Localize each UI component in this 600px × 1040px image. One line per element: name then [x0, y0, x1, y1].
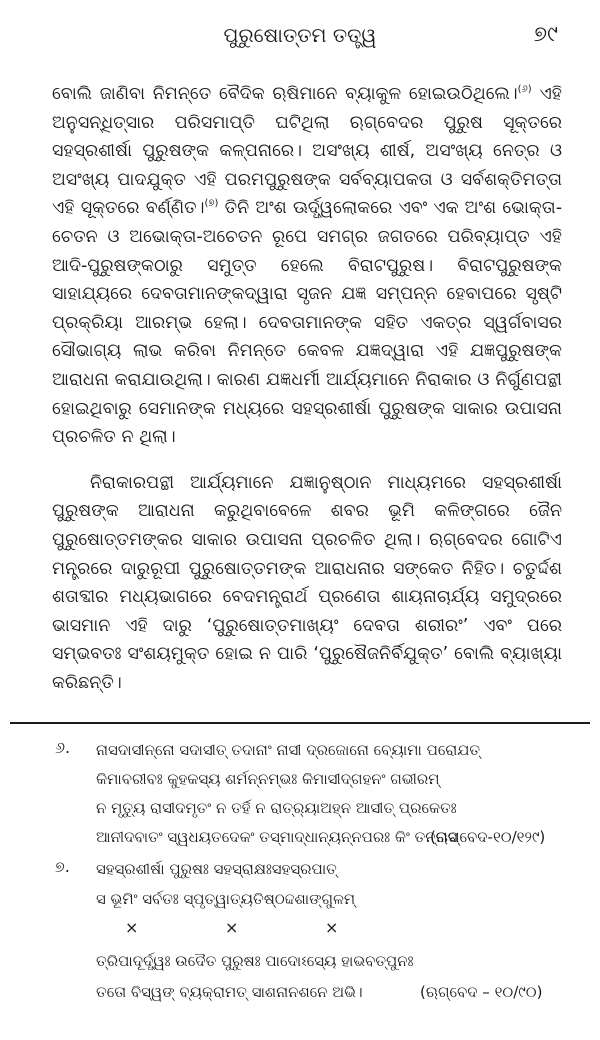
- footnote-7-line-1: ସହସ୍ରଶୀର୍ଷା ପୁରୁଷଃ ସହସ୍ରାକ୍ଷଃସହସ୍ରପାତ୍: [96, 860, 337, 878]
- footnote-6-line-1: ନାସଦାସୀନ୍ନୋ ସଦାସୀତ୍ ତଦାନାଂ ନାସୀ ଦ୍ରଜୋନୋ ବ୍ୟୋମା ପରୋଯତ୍: [96, 741, 481, 759]
- footnote-7-line-3: ତ୍ରିପାଦୂର୍ଦ୍ଧ୍ୱଃ ଉଦୈତ ପୁରୁଷଃ ପାଦୋଽସ୍ୟେ ହାଭବତ୍ପୁନଃ: [96, 952, 414, 970]
- paragraph-2: ନିରାକାରପନ୍ଥୀ ଆର୍ଯ୍ୟମାନେ ଯଜ୍ଞାନୁଷ୍ଠାନ ମାଧ୍ୟମରେ ସହସ୍ରଶୀର୍ଷା ପୁରୁଷଙ୍କ ଆରାଧନା କରୁଥିବାବେଳେ ଶବର ଭୂମି କଳିଙ୍ଗରେ ଜୈନ ପୁରୁଷୋତ୍ତମଙ୍କର ସାକାର ଉପାସନା ପ୍ରଚଳିତ ଥିଲା। ଋଗ୍‌ବେଦର ଗୋଟିଏ ମନ୍ତ୍ରରେ ଦାରୁରୂପୀ ପୁରୁଷୋତ୍ତମଙ୍କ ଆରାଧନାର ସଙ୍କେତ ନିହିତ। ଚତୁର୍ଦ୍ଦଶ ଶତାବ୍ଦୀର ମଧ୍ୟଭାଗରେ ବେଦମନ୍ତ୍ରାର୍ଥ ପ୍ରଣେତା ଶାୟନାଚାର୍ଯ୍ୟ ସମୁଦ୍ରରେ ଭାସମାନ ଏହି ଦାରୁ ‘ପୁରୁଷୋତ୍ତମାଖ୍ୟଂ ଦେବତା ଶରୀରଂ’ ଏବଂ ପରେ ସମ୍ଭବତଃ ସଂଶୟମୁକ୍ତ ହୋଇ ନ ପାରି ‘ପୁରୁଷୈଜନିର୍ବିଯୁକ୍ତ’ ବୋଲି ବ୍ୟାଖ୍ୟା କରିଛନ୍ତି।: [52, 472, 562, 693]
- footnote-6-line-3: ନ ମୃତ୍ୟୁ ରାସୀଦମୃତଂ ନ ତର୍ହି ନ ରାତ୍ର୍ୟାଅହ୍ନ ଆସୀତ୍ ପ୍ରକେତଃ: [96, 799, 457, 817]
- footnote-6-number: ୬.: [55, 738, 71, 757]
- footnote-6-line-4: ଆନୀଦବାତଂ ସ୍ୱଧୟତଦେକଂ ତସ୍ମାଦ୍ଧାନ୍ୟନ୍ନପରଃ କିଂ ତନ୍ନାସ: [96, 828, 458, 846]
- footnote-7-number: ୭.: [55, 857, 70, 876]
- footnote-6-citation: (ଋଗ୍‌ବେଦ-୧୦/୧୨୯): [430, 828, 546, 846]
- paragraph-1: [52, 80, 562, 452]
- body-text: [52, 80, 562, 697]
- separator-mark: ×: [225, 918, 239, 937]
- paragraph-1-part-3: ତିନି ଅଂଶ ଊର୍ଦ୍ଧ୍ୱଲୋକରେ ଏବଂ ଏକ ଅଂଶ ଭୋକ୍ତା-ଚେତନ ଓ ଅଭୋକ୍ତା-ଅଚେତନ ରୂପେ ସମଗ୍ର ଜଗତରେ ପରିବ୍ୟାପ୍ତ ଏହି ଆଦି-ପୁରୁଷଙ୍କଠାରୁ ସମୁତ୍ତ ହେଲେ ବିରାଟପୁରୁଷ। ବିରାଟପୁରୁଷଙ୍କ ସାହାଯ୍ୟରେ ଦେବତାମାନଙ୍କଦ୍ୱାରା ସୃଜନ ଯଜ୍ଞ ସମ୍ପନ୍ନ ହେବାପରେ ସୃଷ୍ଟି ପ୍ରକ୍ରିୟା ଆରମ୍ଭ ହେଲା। ଦେବତାମାନଙ୍କ ସହିତ ଏକତ୍ର ସ୍ୱର୍ଗବାସର ସୌଭାଗ୍ୟ ଲାଭ କରିବା ନିମନ୍ତେ କେବଳ ଯଜ୍ଞଦ୍ୱାରା ଏହି ଯଜ୍ଞପୁରୁଷଙ୍କ ଆରାଧନା କରାଯାଉଥିଲା। କାରଣ ଯଜ୍ଞଧର୍ମୀ ଆର୍ଯ୍ୟମାନେ ନିରାକାର ଓ ନିର୍ଗୁଣପନ୍ଥୀ ହୋଇଥିବାରୁ ସେମାନଙ୍କ ମଧ୍ୟରେ ସହସ୍ରଶୀର୍ଷା ପୁରୁଷଙ୍କ ସାକାର ଉପାସନା ପ୍ରଚଳିତ ନ ଥିଲା।: [52, 198, 563, 448]
- footnote-reference-6: (୬): [517, 84, 532, 96]
- paragraph-1-part-2: ଏହି ଅନୁସନ୍ଧିତ୍ସାର ପରିସମାପ୍ତି ଘଟିଥିଲା ଋଗ୍‌ବେଦର ପୁରୁଷ ସୂକ୍ତରେ ସହସ୍ରଶୀର୍ଷା ପୁରୁଷଙ୍କ କଳ୍ପନାରେ। ଅସଂଖ୍ୟ ଶୀର୍ଷ, ଅସଂଖ୍ୟ ନେତ୍ର ଓ ଅସଂଖ୍ୟ ପାଦଯୁକ୍ତ ଏହି ପରମପୁରୁଷଙ୍କ ସର୍ବବ୍ୟାପକତା ଓ ସର୍ବଶକ୍ତିମତ୍ତା ଏହି ସୂକ୍ତରେ ବର୍ଣ୍ଣିତ।: [52, 84, 562, 219]
- running-title: ପୁରୁଷୋତ୍ତମ ତତ୍ତ୍ୱ: [223, 23, 377, 47]
- page-header: [0, 18, 600, 52]
- footnote-divider: [10, 722, 590, 724]
- footnote-7-line-2: ସ ଭୂମିଂ ସର୍ବତଃ ସ୍ପୃତ୍ୱାତ୍ୟତିଷ୍ଠଦ୍ଦଶାଙ୍ଗୁଳମ୍: [96, 890, 356, 908]
- footnote-7-citation: (ଋଗ୍‌ବେଦ – ୧୦/୯୦): [420, 983, 543, 1001]
- separator-mark: ×: [125, 918, 139, 937]
- paragraph-1-part-1: ବୋଲି ଜାଣିବା ନିମନ୍ତେ ବୈଦିକ ଋଷିମାନେ ବ୍ୟାକୁଳ ହୋଇଉଠିଥିଲେ।: [52, 84, 518, 104]
- footnote-7-line-4: ତତୋ ବିସ୍ୱଙ୍ ବ୍ୟକ୍ରାମତ୍ ସାଶନାନଶନେ ଅଭି।: [96, 983, 363, 1001]
- footnote-6-line-2: କିମାବରୀବଃ କୁହକସ୍ୟ ଶର୍ମନ୍ନମ୍ଭଃ କିମାସୀଦ୍‌ଗହନଂ ଗଭୀରମ୍: [96, 770, 440, 788]
- footnote-reference-7: (୭): [204, 198, 219, 210]
- separator-mark: ×: [325, 918, 339, 937]
- page-number: ୭୯: [533, 22, 558, 47]
